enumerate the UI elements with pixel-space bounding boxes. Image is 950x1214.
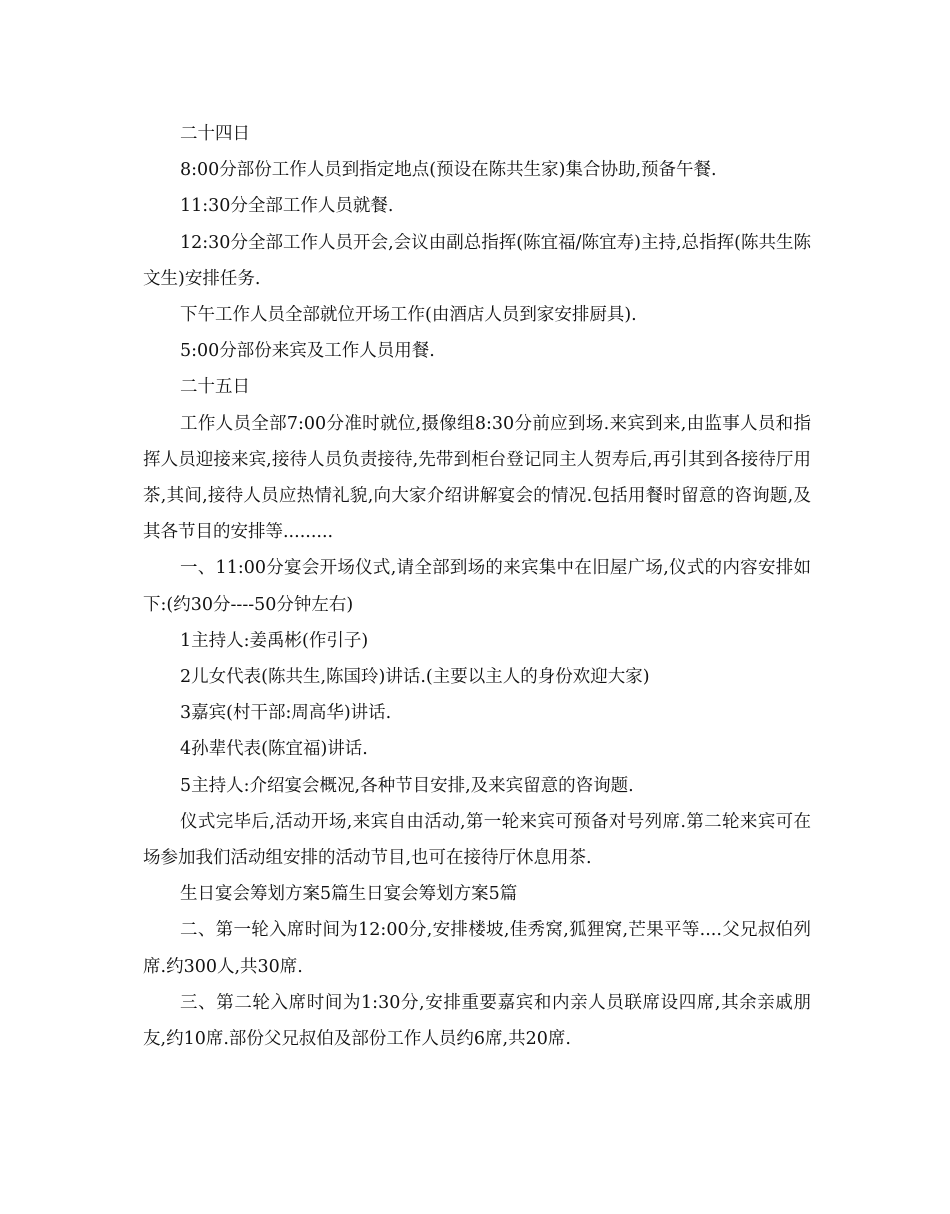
list-item-guest-speech: 3嘉宾(村干部:周高华)讲话. <box>180 703 392 724</box>
paragraph-1130-meal: 11:30分全部工作人员就餐. <box>180 196 394 217</box>
paragraph-opening-ceremony: 一、11:00分宴会开场仪式,请全部到场的来宾集中在旧屋广场,仪式的内容安排如下:(约30分----50分钟左右) <box>143 558 811 615</box>
list-item-host-overview: 5主持人:介绍宴会概况,各种节目安排,及来宾留意的咨询题. <box>180 775 634 796</box>
list-item-host: 1主持人:姜禹彬(作引子) <box>180 630 369 651</box>
paragraph-first-seating: 二、第一轮入席时间为12:00分,安排楼坡,佳秀窝,狐狸窝,芒果平等....父兄叔伯列席.约300人,共30席. <box>143 920 811 977</box>
paragraph-1230-meeting: 12:30分全部工作人员开会,会议由副总指挥(陈宜福/陈宜寿)主持,总指挥(陈共生陈文生)安排任务. <box>143 232 811 289</box>
paragraph-title-repeat: 生日宴会筹划方案5篇生日宴会筹划方案5篇 <box>180 884 518 905</box>
document-body <box>143 116 811 1057</box>
paragraph-afternoon-setup: 下午工作人员全部就位开场工作(由酒店人员到家安排厨具). <box>180 305 637 326</box>
paragraph-0500-dinner: 5:00分部份来宾及工作人员用餐. <box>180 341 435 362</box>
paragraph-after-ceremony: 仪式完毕后,活动开场,来宾自由活动,第一轮来宾可预备对号列席.第二轮来宾可在场参加我们活动组安排的活动节目,也可在接待厅休息用茶. <box>143 811 811 869</box>
list-item-grandchildren-speech: 4孙辈代表(陈宜福)讲话. <box>180 739 368 760</box>
paragraph-date-25: 二十五日 <box>180 377 250 398</box>
paragraph-reception: 工作人员全部7:00分准时就位,摄像组8:30分前应到场.来宾到来,由监事人员和指挥人员迎接来宾,接待人员负责接待,先带到柜台登记同主人贺寿后,再引其到各接待厅用茶,其间,接待人员应热情礼貌,向大家介绍讲解宴会的情况.包括用餐时留意的咨询题,及其各节目的安排等......... <box>143 413 811 543</box>
list-item-children-speech: 2儿女代表(陈共生,陈国玲)讲话.(主要以主人的身份欢迎大家) <box>180 667 650 688</box>
paragraph-0800-gathering: 8:00分部份工作人员到指定地点(预设在陈共生家)集合协助,预备午餐. <box>180 160 717 181</box>
paragraph-date-24: 二十四日 <box>180 124 250 144</box>
paragraph-second-seating: 三、第二轮入席时间为1:30分,安排重要嘉宾和内亲人员联席设四席,其余亲戚朋友,约10席.部份父兄叔伯及部份工作人员约6席,共20席. <box>143 992 811 1050</box>
